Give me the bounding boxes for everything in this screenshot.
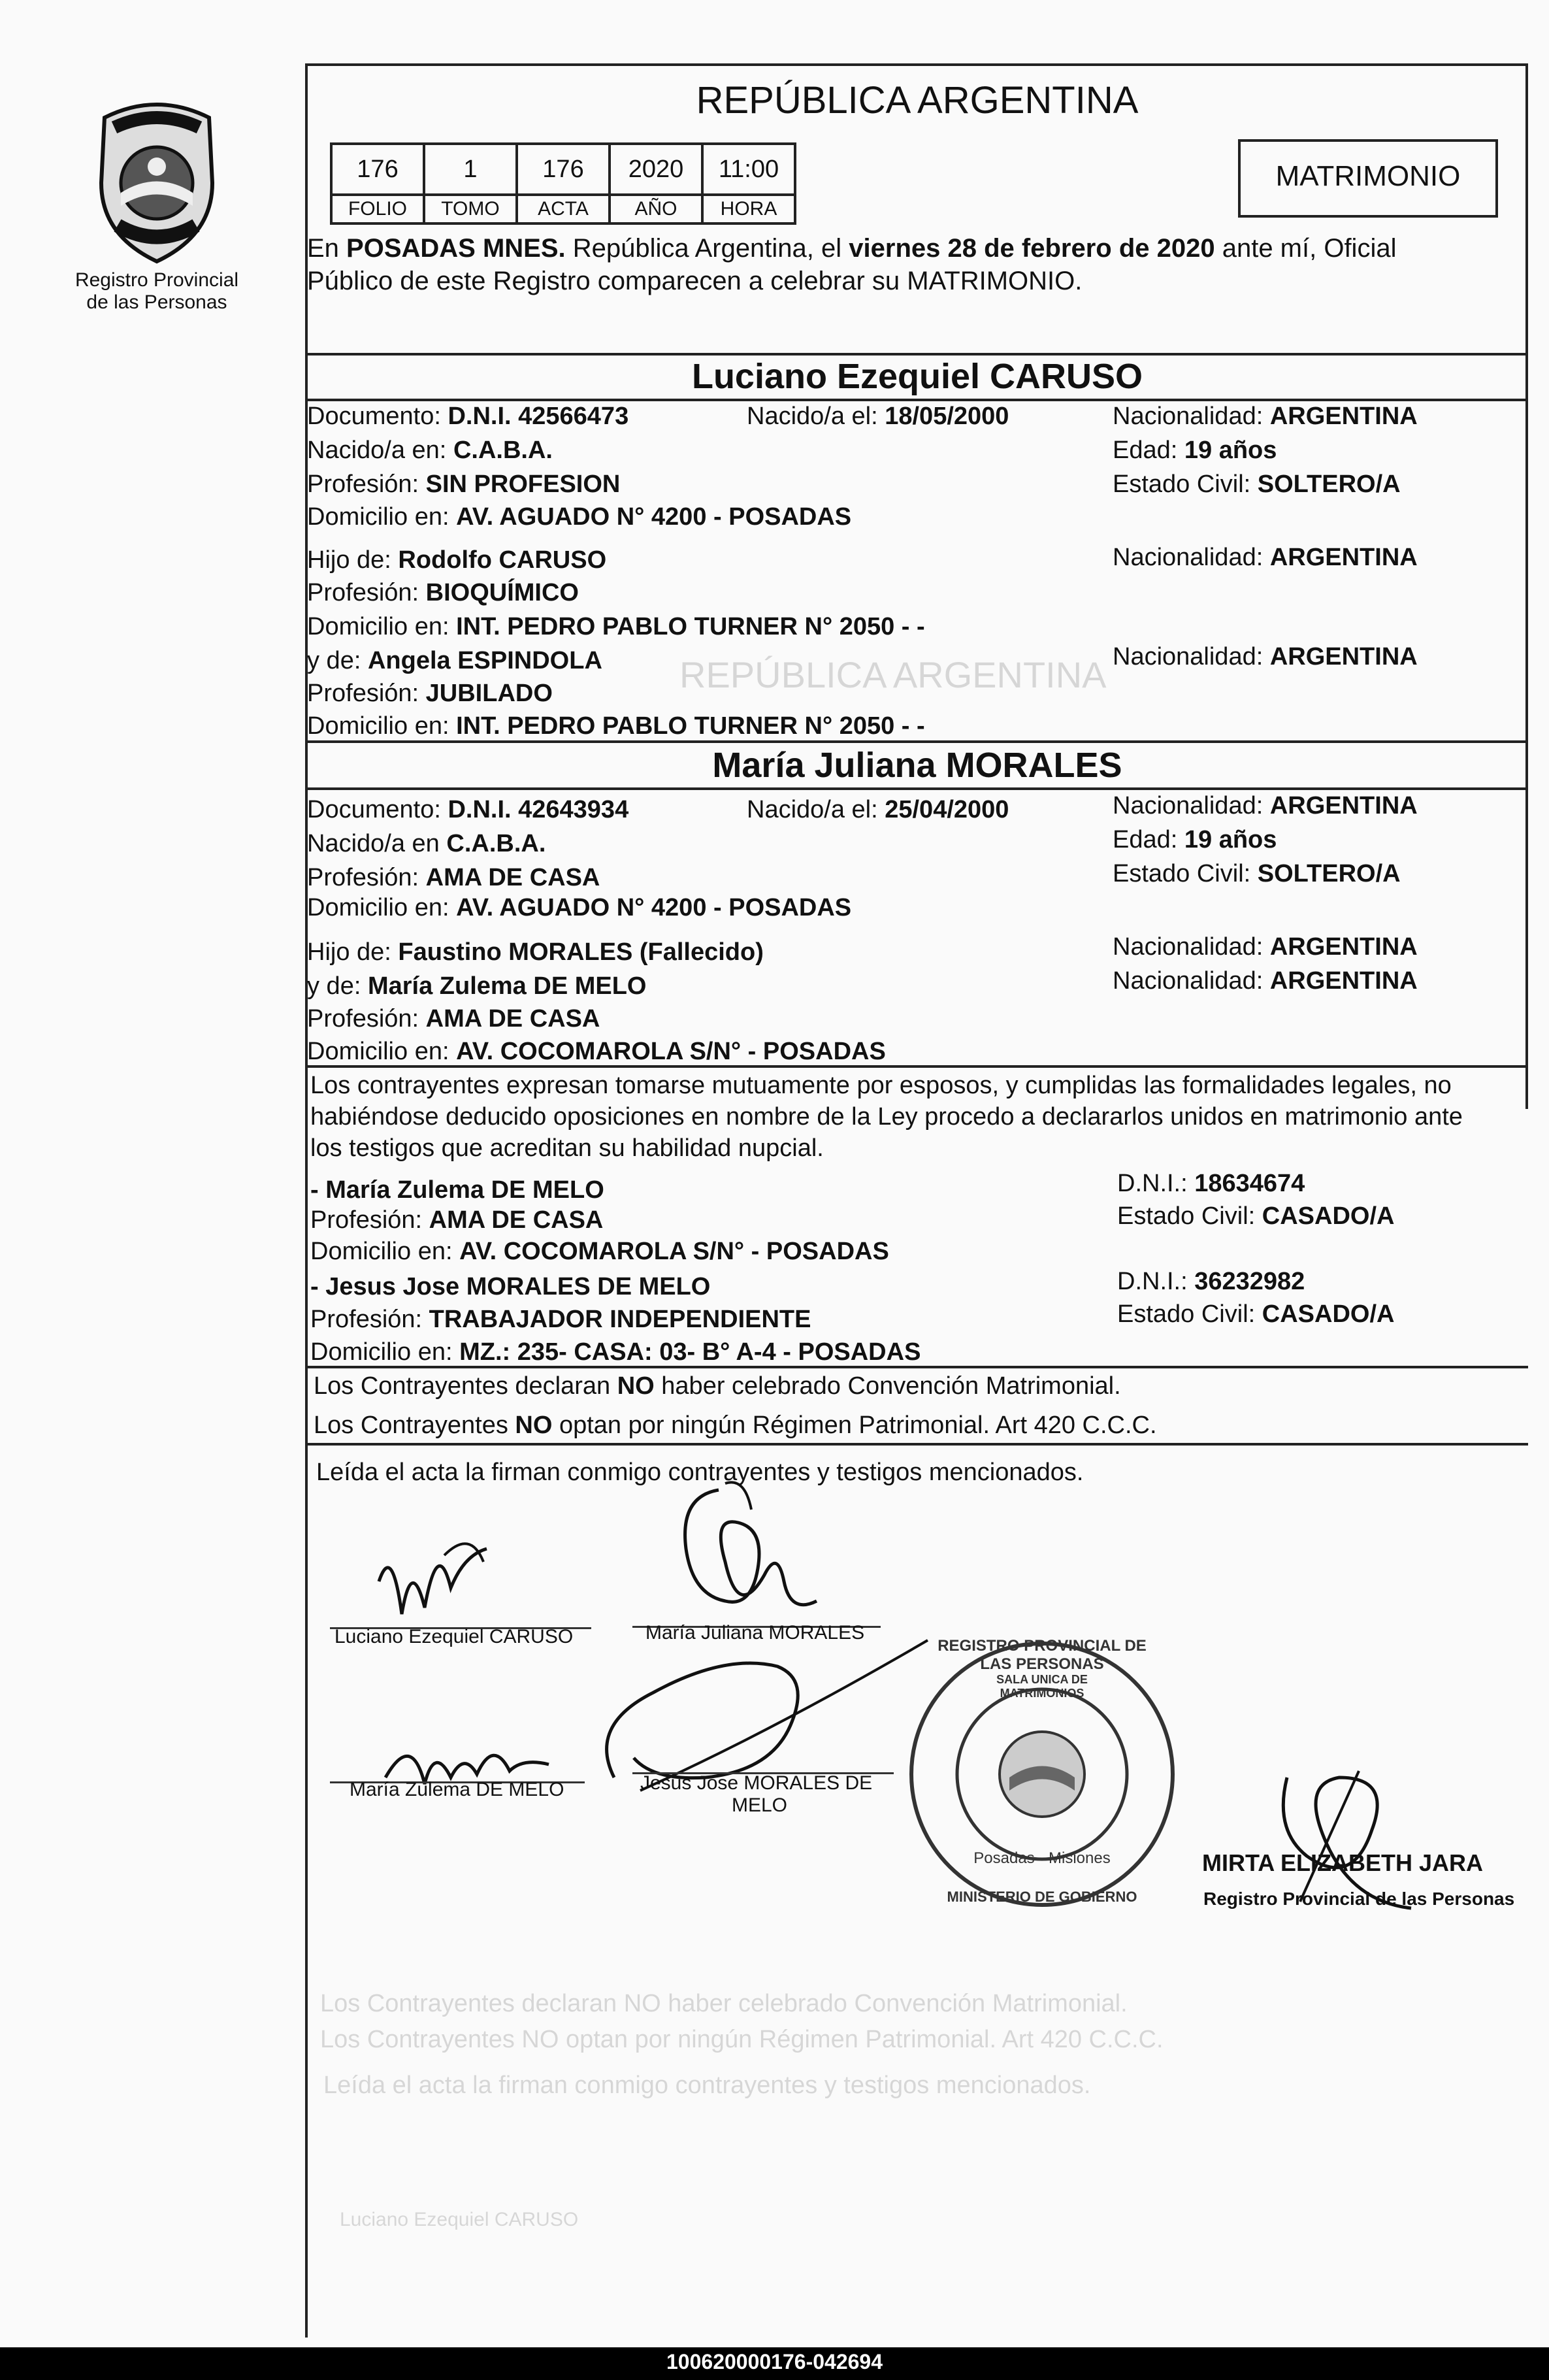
- anio-label: AÑO: [610, 195, 702, 223]
- declaration-line-1: Los contrayentes expresan tomarse mutuamente por esposos, y cumplidas las formalidades legales, no: [310, 1072, 1452, 1099]
- signature-label-3: María Zulema DE MELO: [350, 1779, 564, 1800]
- witness-1-address: Domicilio en: AV. COCOMAROLA S/N° - POSADAS: [310, 1238, 889, 1265]
- c2-age: Edad: 19 años: [1113, 826, 1277, 853]
- witness-2-dni: D.N.I.: 36232982: [1117, 1268, 1305, 1295]
- c1-born-date: Nacido/a el: 18/05/2000: [747, 403, 1009, 430]
- declaration-line-2: habiéndose deducido oposiciones en nombre de la Ley procedo a declararlos unidos en matrimonio ante: [310, 1103, 1463, 1131]
- c1-age: Edad: 19 años: [1113, 437, 1277, 464]
- stamp-inner-text: SALA UNICA DE MATRIMONIOS: [996, 1673, 1088, 1700]
- divider-declaration: [305, 1065, 1528, 1068]
- c1-father-address: Domicilio en: INT. PEDRO PABLO TURNER N° 2050 - -: [307, 613, 925, 640]
- contrayente-1-name: Luciano Ezequiel CARUSO: [691, 357, 1143, 396]
- c1-father: Hijo de: Rodolfo CARUSO: [307, 546, 607, 574]
- c1-document: Documento: D.N.I. 42566473: [307, 403, 629, 430]
- signature-label-2: María Juliana MORALES: [645, 1622, 865, 1644]
- frame-top: [305, 63, 1528, 66]
- c1-nationality: Nacionalidad: ARGENTINA: [1113, 403, 1418, 430]
- contrayente-2-name: María Juliana MORALES: [712, 746, 1122, 785]
- convention-line-1: Los Contrayentes declaran NO haber celebrado Convención Matrimonial.: [314, 1372, 1121, 1400]
- logo-caption-1: Registro Provincial: [74, 269, 239, 291]
- signature-scribble-2: [653, 1470, 823, 1640]
- signature-label-1: Luciano Ezequiel CARUSO: [334, 1626, 574, 1647]
- c2-mother-nationality: Nacionalidad: ARGENTINA: [1113, 967, 1418, 995]
- witness-1-name: - María Zulema DE MELO: [310, 1176, 604, 1204]
- divider-convention: [305, 1366, 1528, 1368]
- c1-father-nationality: Nacionalidad: ARGENTINA: [1113, 544, 1418, 571]
- c1-mother-address: Domicilio en: INT. PEDRO PABLO TURNER N° 2050 - -: [307, 712, 925, 740]
- bleed-through-convention-1: Los Contrayentes declaran NO haber celebrado Convención Matrimonial.: [320, 1990, 1128, 2017]
- c2-father-nationality: Nacionalidad: ARGENTINA: [1113, 933, 1418, 961]
- logo-caption-2: de las Personas: [86, 291, 227, 313]
- convention-line-2: Los Contrayentes NO optan por ningún Régimen Patrimonial. Art 420 C.C.C.: [314, 1412, 1157, 1439]
- acta-value: 176: [517, 144, 610, 195]
- c2-mother: y de: María Zulema DE MELO: [307, 972, 647, 1000]
- c2-nationality: Nacionalidad: ARGENTINA: [1113, 792, 1418, 819]
- witness-2-name: - Jesus Jose MORALES DE MELO: [310, 1273, 711, 1300]
- c1-father-profession: Profesión: BIOQUÍMICO: [307, 579, 579, 606]
- page-title: REPÚBLICA ARGENTINA: [696, 79, 1139, 122]
- footer-code: 100620000176-042694: [666, 2350, 883, 2373]
- hora-label: HORA: [702, 195, 795, 223]
- c2-mother-address: Domicilio en: AV. COCOMAROLA S/N° - POSADAS: [307, 1038, 886, 1065]
- official-name: MIRTA ELIZABETH JARA: [1202, 1849, 1483, 1876]
- stamp-outer-text: REGISTRO PROVINCIAL DE LAS PERSONAS: [938, 1637, 1147, 1673]
- closing-text: Leída el acta la firman conmigo contrayentes y testigos mencionados.: [316, 1459, 1084, 1486]
- witness-2-profession: Profesión: TRABAJADOR INDEPENDIENTE: [310, 1306, 811, 1333]
- stamp-ministry-text: MINISTERIO DE GOBIERNO: [947, 1889, 1137, 1905]
- signature-label-4b: MELO: [732, 1794, 788, 1816]
- c1-mother: y de: Angela ESPINDOLA: [307, 647, 602, 674]
- bleed-through-signature-label: Luciano Ezequiel CARUSO: [340, 2209, 579, 2230]
- anio-value: 2020: [610, 144, 702, 195]
- intro-line-1: En POSADAS MNES. República Argentina, el viernes 28 de febrero de 2020 ante mí, Oficial: [307, 234, 1397, 263]
- divider-c1-top: [305, 353, 1528, 355]
- declaration-line-3: los testigos que acreditan su habilidad nupcial.: [310, 1134, 824, 1162]
- c2-address: Domicilio en: AV. AGUADO N° 4200 - POSADAS: [307, 894, 852, 921]
- divider-c2-top: [305, 740, 1528, 743]
- signature-label-4a: Jesus Jose MORALES DE: [640, 1772, 873, 1794]
- divider-closing: [305, 1443, 1528, 1446]
- witness-2-civil-status: Estado Civil: CASADO/A: [1117, 1300, 1395, 1328]
- province-seal-icon: [78, 85, 235, 274]
- intro-line-2: Público de este Registro comparecen a celebrar su MATRIMONIO.: [307, 267, 1083, 295]
- folio-label: FOLIO: [331, 195, 424, 223]
- bleed-through-title: REPÚBLICA ARGENTINA: [679, 654, 1107, 695]
- c2-father: Hijo de: Faustino MORALES (Fallecido): [307, 938, 764, 966]
- record-metadata-table: [330, 142, 796, 225]
- witness-1-profession: Profesión: AMA DE CASA: [310, 1206, 604, 1234]
- witness-1-dni: D.N.I.: 18634674: [1117, 1170, 1305, 1197]
- c2-profession: Profesión: AMA DE CASA: [307, 864, 600, 891]
- bleed-through-convention-2: Los Contrayentes NO optan por ningún Régimen Patrimonial. Art 420 C.C.C.: [320, 2026, 1164, 2053]
- c2-born-date: Nacido/a el: 25/04/2000: [747, 796, 1009, 823]
- bleed-through-closing: Leída el acta la firman conmigo contrayentes y testigos mencionados.: [323, 2072, 1091, 2099]
- c2-civil-status: Estado Civil: SOLTERO/A: [1113, 860, 1401, 887]
- stamp-bottom-text: Posadas - Misiones: [973, 1849, 1111, 1867]
- acta-label: ACTA: [517, 195, 610, 223]
- c1-birthplace: Nacido/a en: C.A.B.A.: [307, 437, 553, 464]
- tomo-value: 1: [424, 144, 517, 195]
- official-role: Registro Provincial de las Personas: [1203, 1889, 1515, 1909]
- c2-birthplace: Nacido/a en C.A.B.A.: [307, 830, 546, 857]
- witness-1-civil-status: Estado Civil: CASADO/A: [1117, 1202, 1395, 1230]
- witness-2-address: Domicilio en: MZ.: 235- CASA: 03- B° A-4 - POSADAS: [310, 1338, 921, 1366]
- frame-right: [1525, 63, 1528, 1109]
- c2-document: Documento: D.N.I. 42643934: [307, 796, 629, 823]
- province-logo: [78, 85, 235, 281]
- c2-mother-profession: Profesión: AMA DE CASA: [307, 1005, 600, 1033]
- c1-mother-profession: Profesión: JUBILADO: [307, 680, 553, 707]
- hora-value: 11:00: [702, 144, 795, 195]
- c1-address: Domicilio en: AV. AGUADO N° 4200 - POSADAS: [307, 503, 852, 531]
- tomo-label: TOMO: [424, 195, 517, 223]
- c1-mother-nationality: Nacionalidad: ARGENTINA: [1113, 643, 1418, 670]
- folio-value: 176: [331, 144, 424, 195]
- c1-profession: Profesión: SIN PROFESION: [307, 471, 621, 498]
- doc-type-label: MATRIMONIO: [1275, 160, 1461, 192]
- c1-civil-status: Estado Civil: SOLTERO/A: [1113, 471, 1401, 498]
- signature-scribble-1: [366, 1516, 497, 1634]
